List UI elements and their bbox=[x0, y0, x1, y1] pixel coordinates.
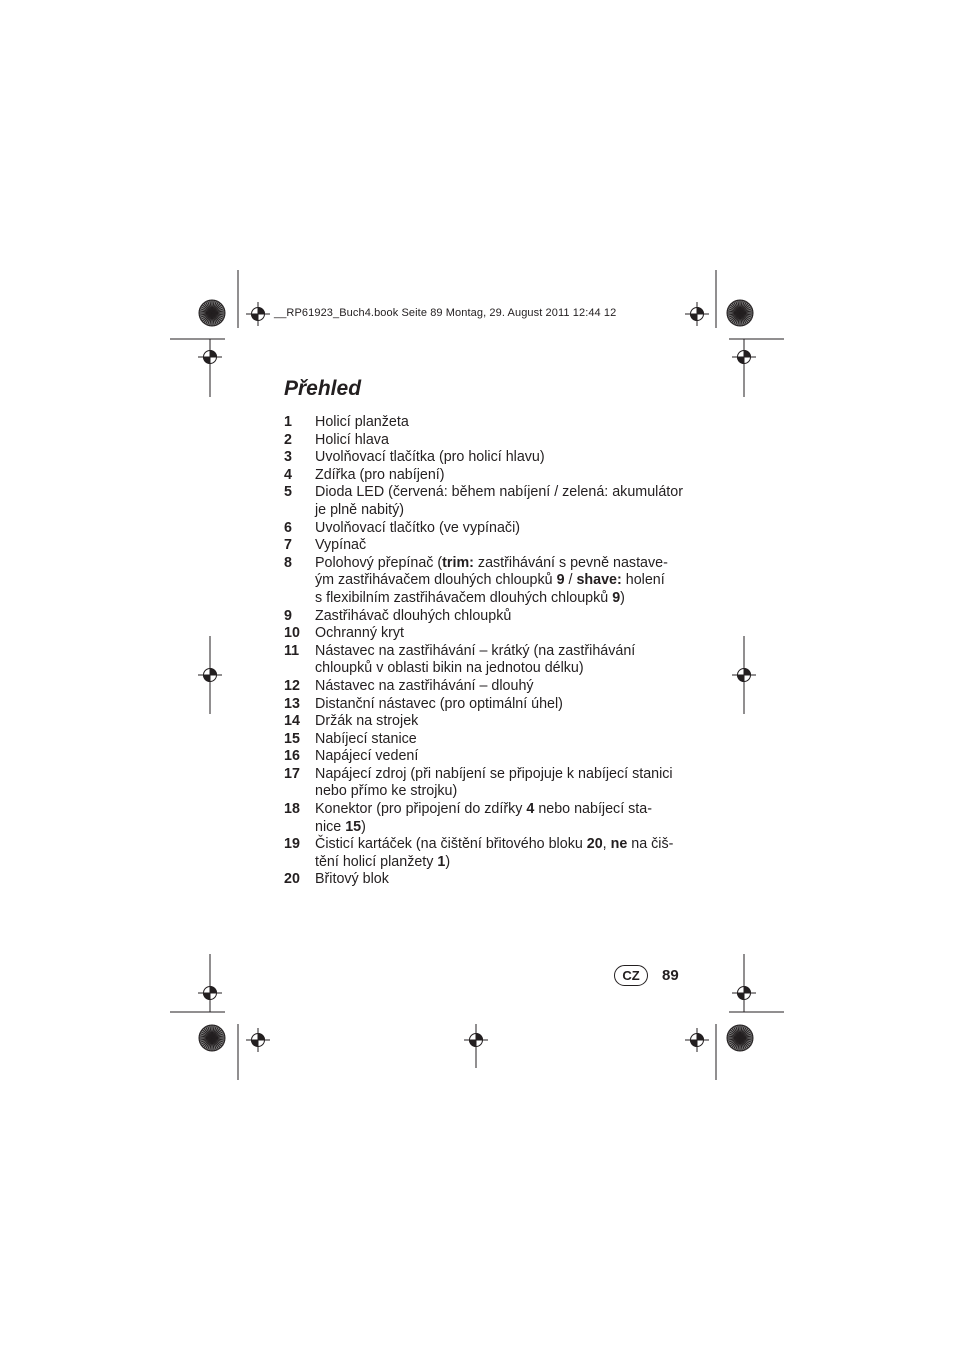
registration-mark bbox=[246, 1028, 270, 1052]
item-number: 7 bbox=[284, 537, 292, 554]
item-number: 5 bbox=[284, 484, 292, 501]
item-text-part: Polohový přepínač ( bbox=[315, 554, 443, 571]
item-text-part: Distanční nástavec (pro optimální úhel) bbox=[315, 695, 563, 712]
item-reference: 15 bbox=[345, 818, 362, 835]
item-reference: 9 bbox=[556, 572, 565, 589]
item-text bbox=[315, 467, 704, 485]
item-text-part: ) bbox=[361, 818, 366, 835]
item-text-part: Napájecí vedení bbox=[315, 748, 419, 765]
registration-mark bbox=[198, 663, 222, 687]
item-text bbox=[315, 432, 704, 450]
star-target-mark bbox=[727, 1025, 753, 1051]
item-text-part: , bbox=[602, 836, 611, 853]
item-reference: 9 bbox=[612, 589, 621, 606]
item-text-part: ) bbox=[620, 589, 625, 606]
item-number: 18 bbox=[284, 801, 300, 818]
list-item bbox=[284, 467, 704, 485]
item-text bbox=[315, 801, 704, 836]
item-text-part: Nástavec na zastřihávání – dlouhý bbox=[315, 677, 534, 694]
list-item bbox=[284, 643, 704, 678]
item-text-part: Držák na strojek bbox=[315, 713, 419, 730]
registration-mark bbox=[464, 1028, 488, 1052]
list-item bbox=[284, 748, 704, 766]
item-number: 9 bbox=[284, 607, 292, 624]
item-reference: ne bbox=[610, 836, 628, 853]
item-number: 16 bbox=[284, 748, 300, 765]
registration-mark bbox=[685, 302, 709, 326]
list-item bbox=[284, 625, 704, 643]
item-text bbox=[315, 625, 704, 643]
item-number: 6 bbox=[284, 519, 292, 536]
list-item bbox=[284, 801, 704, 836]
item-text-part: Nabíjecí stanice bbox=[315, 730, 417, 747]
item-text-part: Uvolňovací tlačítka (pro holicí hlavu) bbox=[315, 449, 545, 466]
list-item bbox=[284, 520, 704, 538]
item-text bbox=[315, 731, 704, 749]
list-item bbox=[284, 608, 704, 626]
item-text-part: Vypínač bbox=[315, 537, 367, 554]
item-text bbox=[315, 537, 704, 555]
item-text bbox=[315, 520, 704, 538]
item-number: 1 bbox=[284, 414, 292, 430]
item-text bbox=[315, 555, 704, 608]
list-item bbox=[284, 871, 704, 889]
registration-mark bbox=[246, 302, 270, 326]
item-text-part: nebo nabíjecí sta- nice bbox=[315, 801, 652, 835]
item-number: 14 bbox=[284, 713, 300, 730]
star-target-mark bbox=[199, 300, 225, 326]
item-text-part: Ochranný kryt bbox=[315, 625, 404, 642]
item-text-part: Konektor (pro připojení do zdířky bbox=[315, 801, 527, 818]
item-number: 20 bbox=[284, 871, 300, 888]
item-text-part: na čiš- tění holicí planžety bbox=[315, 836, 674, 870]
item-text-part: Zdířka (pro nabíjení) bbox=[315, 466, 445, 483]
item-number: 8 bbox=[284, 554, 292, 571]
list-item bbox=[284, 484, 704, 519]
item-text bbox=[315, 871, 704, 889]
item-text-part: zastřihávání s pevně nastave- ým zastřihávačem dlouhých chloupků bbox=[315, 554, 668, 589]
item-text-part: / bbox=[564, 572, 577, 589]
list-item bbox=[284, 713, 704, 731]
item-text-part: Nástavec na zastřihávání – krátký (na zastřihávání chloupků v oblasti bikin na jednotou délku) bbox=[315, 642, 636, 677]
item-number: 4 bbox=[284, 466, 292, 483]
item-text-part: Holicí hlava bbox=[315, 431, 389, 448]
parts-list bbox=[284, 414, 704, 889]
item-text bbox=[315, 608, 704, 626]
list-item bbox=[284, 696, 704, 714]
item-text-part: Napájecí zdroj (při nabíjení se připojuje k nabíjecí stanici nebo přímo ke strojku) bbox=[315, 765, 673, 800]
item-number: 12 bbox=[284, 677, 300, 694]
registration-mark bbox=[198, 981, 222, 1005]
item-text bbox=[315, 766, 704, 801]
item-reference: shave: bbox=[576, 572, 622, 589]
item-text bbox=[315, 836, 704, 871]
registration-mark bbox=[732, 663, 756, 687]
registration-mark bbox=[732, 981, 756, 1005]
item-text bbox=[315, 696, 704, 714]
star-target-mark bbox=[727, 300, 753, 326]
item-text-part: Uvolňovací tlačítko (ve vypínači) bbox=[315, 519, 521, 536]
item-reference: 4 bbox=[526, 801, 535, 818]
item-reference: 1 bbox=[437, 853, 446, 870]
registration-mark bbox=[685, 1028, 709, 1052]
item-reference: 20 bbox=[586, 836, 603, 853]
list-item bbox=[284, 537, 704, 555]
item-text-part: Dioda LED (červená: během nabíjení / zelená: akumulátor je plně nabitý) bbox=[315, 484, 683, 518]
print-file-info: __RP61923_Buch4.book Seite 89 Montag, 29. August 2011 12:44 12 bbox=[274, 307, 617, 319]
item-text-part: ) bbox=[445, 853, 451, 870]
item-number: 19 bbox=[284, 836, 300, 853]
list-item bbox=[284, 836, 704, 871]
language-badge: CZ bbox=[614, 965, 648, 986]
item-text bbox=[315, 643, 704, 678]
list-item bbox=[284, 731, 704, 749]
list-item bbox=[284, 678, 704, 696]
page-number: 89 bbox=[662, 967, 679, 984]
registration-mark bbox=[198, 345, 222, 369]
item-text bbox=[315, 748, 704, 766]
item-text bbox=[315, 678, 704, 696]
item-reference: trim: bbox=[442, 554, 474, 571]
item-text bbox=[315, 449, 704, 467]
item-text bbox=[315, 713, 704, 731]
list-item bbox=[284, 766, 704, 801]
item-text bbox=[315, 484, 704, 519]
item-number: 10 bbox=[284, 625, 300, 642]
item-text-part: Zastřihávač dlouhých chloupků bbox=[315, 607, 512, 624]
item-text-part: Břitový blok bbox=[315, 871, 389, 888]
list-item bbox=[284, 555, 704, 608]
item-text-part: Čisticí kartáček (na čištění břitového bloku bbox=[315, 836, 587, 853]
registration-mark bbox=[732, 345, 756, 369]
item-number: 2 bbox=[284, 431, 292, 448]
item-number: 3 bbox=[284, 449, 292, 466]
item-text-part: Holicí planžeta bbox=[315, 414, 409, 430]
page-title: Přehled bbox=[284, 377, 362, 400]
item-number: 15 bbox=[284, 730, 300, 747]
page-footer bbox=[614, 965, 679, 986]
list-item bbox=[284, 432, 704, 450]
list-item bbox=[284, 449, 704, 467]
item-number: 13 bbox=[284, 695, 300, 712]
star-target-mark bbox=[199, 1025, 225, 1051]
list-item bbox=[284, 414, 704, 432]
item-number: 17 bbox=[284, 765, 300, 782]
item-number: 11 bbox=[284, 642, 300, 659]
item-text bbox=[315, 414, 704, 432]
item-text-part: holení s flexibilním zastřihávačem dlouhých chloupků bbox=[315, 572, 665, 606]
